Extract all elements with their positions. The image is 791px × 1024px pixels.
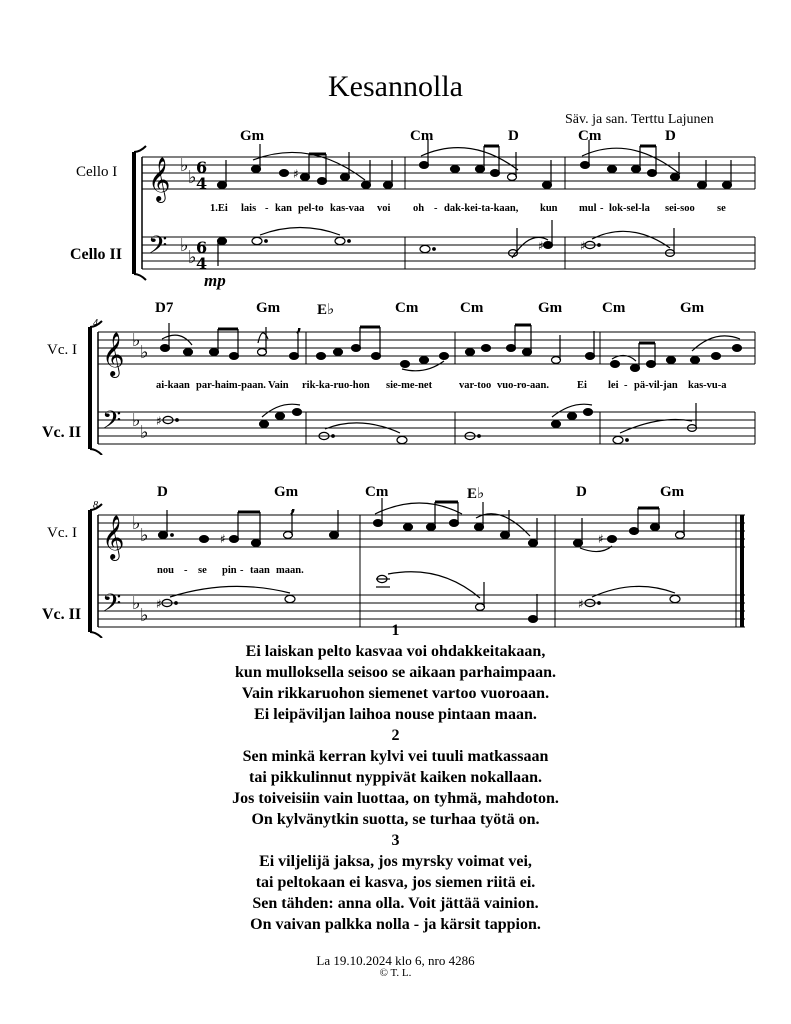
verse (0, 620, 791, 725)
lyric-syllable: Vain (268, 380, 289, 391)
chord-symbol: D (157, 484, 168, 500)
chord-symbol: Cm (410, 128, 434, 144)
svg-text:6: 6 (196, 158, 208, 177)
lyric-syllable: lais (241, 203, 257, 214)
lyric-syllable: - (265, 203, 269, 214)
score-system-3 (0, 498, 791, 638)
svg-text:♭: ♭ (132, 330, 141, 351)
chord-symbol: E♭ (467, 486, 485, 502)
lyric-syllable: - (240, 565, 244, 576)
svg-text:♭: ♭ (132, 593, 141, 614)
chord-symbol: Gm (660, 484, 685, 500)
lyric-syllable: pä-vil-jan (634, 380, 678, 391)
footer-copyright: © T. L. (379, 967, 412, 979)
svg-text:♭: ♭ (140, 525, 149, 546)
svg-text:♯: ♯ (538, 239, 544, 253)
verse-line: Ei laiskan pelto kasvaa voi ohdakkeitakaan, (245, 643, 546, 660)
verse-line: tai pikkulinnut nyppivät kaiken nokallaan. (248, 769, 543, 786)
chord-symbol: Cm (578, 128, 602, 144)
verse-number: 2 (391, 727, 400, 744)
instrument-label-vc-2: Vc. II (42, 424, 82, 441)
lyric-syllable: kas-vu-a (688, 380, 727, 391)
svg-text:♭: ♭ (140, 422, 149, 443)
verse-number: 1 (391, 622, 400, 639)
lyric-syllable: 1.Ei (210, 203, 228, 214)
chord-symbol: Gm (274, 484, 299, 500)
instrument-label-vc-1: Vc. I (47, 525, 77, 541)
svg-text:𝄢: 𝄢 (148, 231, 168, 266)
svg-text:♯: ♯ (598, 532, 604, 546)
lyric-syllable: maan. (276, 565, 304, 576)
lyric-syllable: var-too (459, 380, 492, 391)
svg-text:♭: ♭ (140, 342, 149, 363)
lyric-syllable: - (184, 565, 188, 576)
instrument-label-vc-2: Vc. II (42, 606, 82, 623)
verse-line: Sen minkä kerran kylvi vei tuuli matkassaan (242, 748, 549, 765)
svg-text:,: , (290, 498, 297, 517)
chord-symbol: Gm (240, 128, 265, 144)
score-system-1 (0, 140, 791, 300)
chord-symbol: D (508, 128, 519, 144)
measure-number: 4 (93, 318, 98, 329)
lyric-syllable: - (434, 203, 438, 214)
lyric-syllable: pin (222, 565, 237, 576)
chord-symbol: Gm (538, 300, 563, 316)
svg-text:♭: ♭ (180, 235, 189, 256)
lyric-syllable: kas-vaa (330, 203, 365, 214)
chord-symbol: D (576, 484, 587, 500)
verse-line: kun mulloksella seisoo se aikaan parhaimpaan. (235, 664, 556, 681)
verse (0, 830, 791, 935)
svg-text:♭: ♭ (132, 410, 141, 431)
verse-line: On vaivan palkka nolla - ja kärsit tappion. (250, 916, 541, 933)
lyric-syllable: lok-sel-la (609, 203, 650, 214)
svg-text:6: 6 (196, 238, 208, 257)
lyric-syllable: Ei (577, 380, 587, 391)
lyric-syllable: oh (413, 203, 425, 214)
measure-number: 8 (93, 500, 98, 511)
composer-credit: Säv. ja san. Terttu Lajunen (565, 112, 714, 127)
chord-symbol: Cm (365, 484, 389, 500)
chord-symbol: Cm (460, 300, 484, 316)
lyric-syllable: se (717, 203, 726, 214)
lyric-syllable: kun (540, 203, 558, 214)
lyric-syllable: voi (377, 203, 391, 214)
page-title: Kesannolla (328, 70, 463, 103)
lyric-syllable: pel-to (298, 203, 324, 214)
verse-number: 3 (391, 832, 400, 849)
svg-text:♯: ♯ (578, 597, 584, 611)
svg-text:♭: ♭ (132, 513, 141, 534)
chord-symbol: Gm (256, 300, 281, 316)
lyric-syllable: par-haim-paan. (196, 380, 266, 391)
chord-symbol: D (665, 128, 676, 144)
verse-line: Vain rikkaruohon siemenet vartoo vuoroaan. (241, 685, 550, 702)
svg-text:𝄢: 𝄢 (102, 589, 122, 624)
svg-text:𝄞: 𝄞 (102, 515, 125, 559)
chord-symbol: Gm (680, 300, 705, 316)
verse-line: Sen tähden: anna olla. Voit jättää vainion. (252, 895, 539, 912)
chord-symbol: D7 (155, 300, 174, 316)
lyric-syllable: nou (157, 565, 174, 576)
verse-line: Jos toiveisiin vain luottaa, on tyhmä, mahdoton. (232, 790, 559, 807)
svg-text:4: 4 (196, 174, 208, 193)
svg-text:♭: ♭ (188, 247, 197, 268)
svg-text:♯: ♯ (220, 532, 226, 546)
svg-text:𝄢: 𝄢 (102, 406, 122, 441)
svg-text:♭: ♭ (180, 155, 189, 176)
lyric-syllable: dak-kei-ta-kaan, (444, 203, 519, 214)
lyric-syllable: taan (250, 565, 270, 576)
svg-text:♭: ♭ (188, 167, 197, 188)
footer (0, 955, 791, 979)
verse-line: On kylvänytkin suotta, se turhaa työtä on. (251, 811, 540, 828)
verse-line: tai peltokaan ei kasva, jos siemen riitä ei. (255, 874, 536, 891)
svg-text:,: , (296, 315, 303, 336)
dynamic-marking: mp (204, 271, 226, 290)
lyric-syllable: mul (579, 203, 597, 214)
svg-text:𝄞: 𝄞 (102, 332, 125, 376)
score-system-2 (0, 315, 791, 455)
verse-line: Ei viljelijä jaksa, jos myrsky voimat vei, (259, 853, 532, 870)
lyric-syllable: kan (275, 203, 292, 214)
svg-text:♯: ♯ (156, 414, 162, 428)
lyric-syllable: lei (608, 380, 619, 391)
svg-text:♯: ♯ (156, 597, 162, 611)
lyric-syllable: sei-soo (665, 203, 695, 214)
chord-symbol: Cm (602, 300, 626, 316)
lyric-syllable: - (624, 380, 628, 391)
chord-symbol: Cm (395, 300, 419, 316)
lyric-syllable: ai-kaan (156, 380, 190, 391)
svg-text:4: 4 (196, 254, 208, 273)
lyric-syllable: sie-me-net (386, 380, 433, 391)
svg-text:♯: ♯ (580, 239, 586, 253)
svg-text:♭: ♭ (140, 605, 149, 626)
verse-block (0, 620, 791, 935)
lyric-syllable: rik-ka-ruo-hon (302, 380, 370, 391)
svg-text:𝄞: 𝄞 (148, 157, 171, 201)
lyric-syllable: vuo-ro-aan. (497, 380, 550, 391)
verse-line: Ei leipäviljan laihoa nouse pintaan maan. (254, 706, 537, 723)
instrument-label-vc-1: Vc. I (47, 342, 77, 358)
lyric-syllable: se (198, 565, 207, 576)
chord-symbol: E♭ (317, 302, 335, 318)
verse (0, 725, 791, 830)
instrument-label-cello-2: Cello II (70, 246, 122, 263)
lyric-syllable: - (600, 203, 604, 214)
footer-date-line: La 19.10.2024 klo 6, nro 4286 (316, 953, 475, 968)
svg-text:♯: ♯ (293, 167, 299, 181)
instrument-label-cello-1: Cello I (76, 164, 118, 180)
